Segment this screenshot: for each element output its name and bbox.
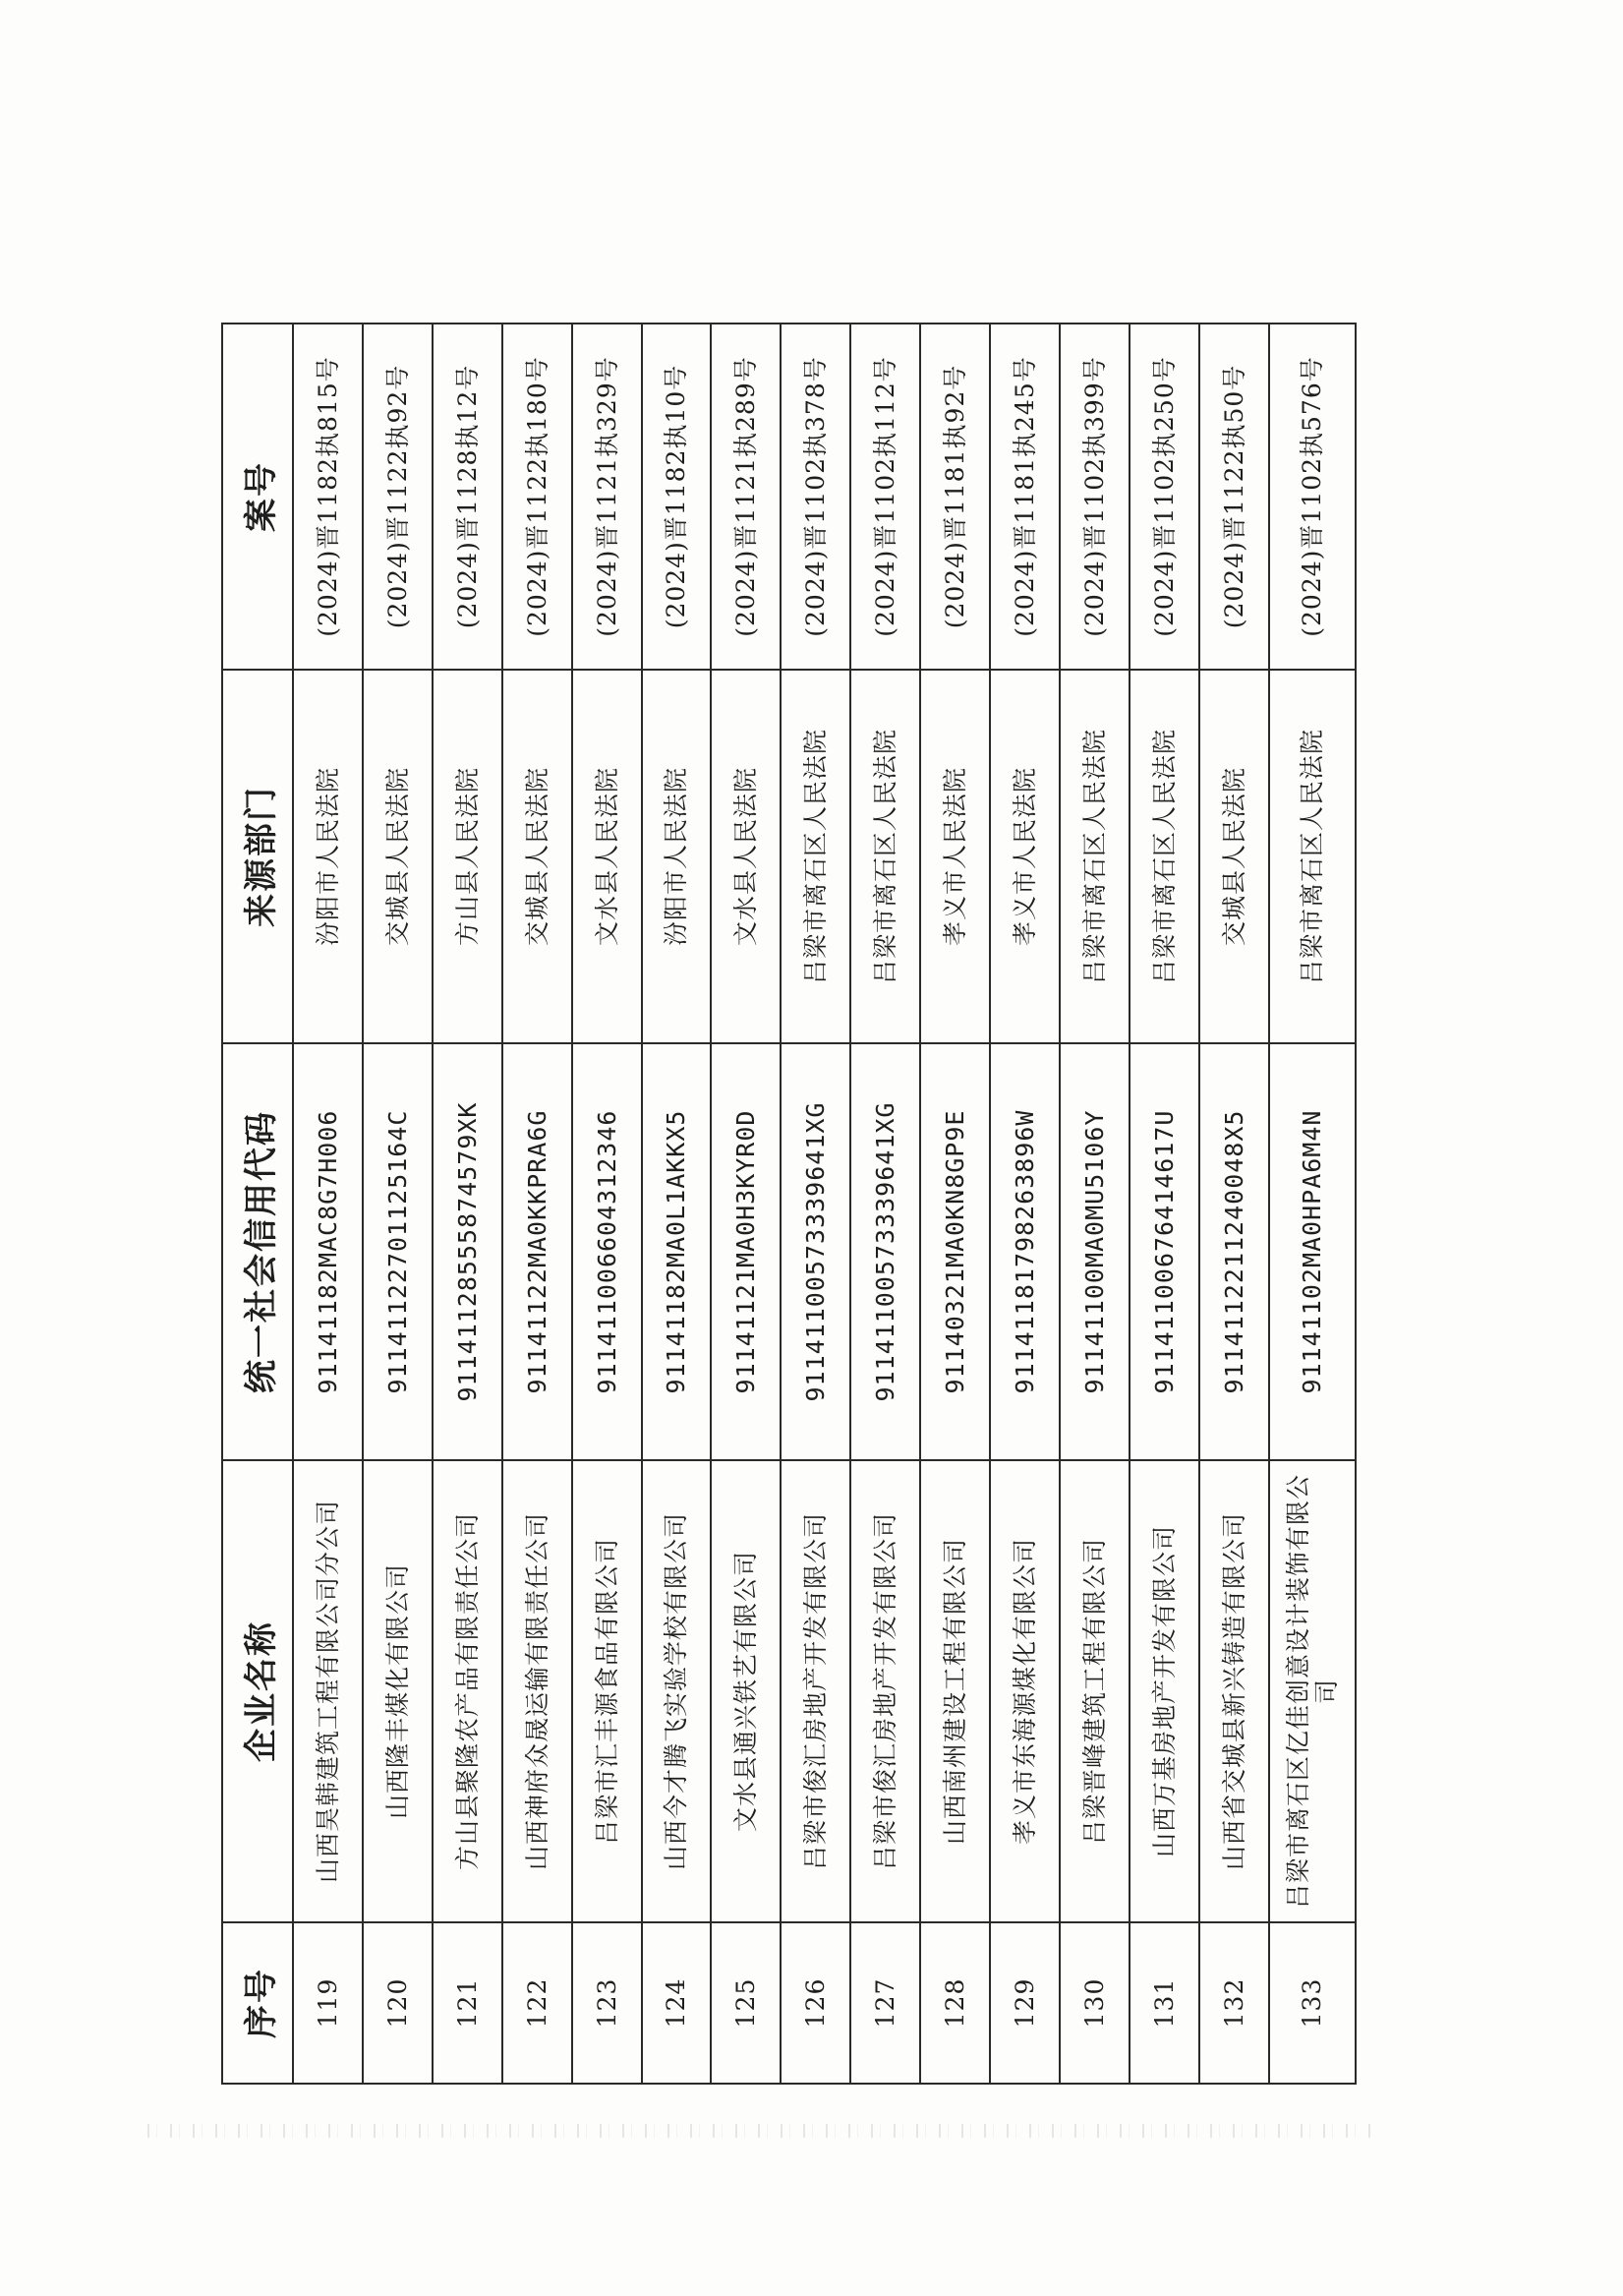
cell-source-dept: 孝义市人民法院 [990, 670, 1060, 1043]
cell-company-name: 吕梁市汇丰源食品有限公司 [572, 1460, 642, 1922]
cell-case-number: (2024)晋1121执329号 [572, 324, 642, 670]
cell-case-number: (2024)晋1102执576号 [1269, 324, 1356, 670]
table-row [502, 324, 572, 2084]
cell-seq: 126 [781, 1922, 850, 2084]
table-row [990, 324, 1060, 2084]
cell-credit-code: 91141128555874579XK [433, 1043, 502, 1460]
cell-credit-code: 91141100MA0MU5106Y [1060, 1043, 1130, 1460]
cell-seq: 122 [502, 1922, 572, 2084]
enterprise-table [221, 323, 1357, 2085]
cell-source-dept: 文水县人民法院 [572, 670, 642, 1043]
table-row [920, 324, 990, 2084]
cell-seq: 128 [920, 1922, 990, 2084]
cell-company-name: 吕梁市俊汇房地产开发有限公司 [781, 1460, 850, 1922]
cell-source-dept: 汾阳市人民法院 [642, 670, 712, 1043]
cell-source-dept: 吕梁市离石区人民法院 [1130, 670, 1199, 1043]
cell-seq: 133 [1269, 1922, 1356, 2084]
cell-company-name: 吕梁晋峰建筑工程有限公司 [1060, 1460, 1130, 1922]
cell-company-name: 山西神府众晟运输有限责任公司 [502, 1460, 572, 1922]
cell-source-dept: 交城县人民法院 [363, 670, 433, 1043]
cell-seq: 120 [363, 1922, 433, 2084]
cell-seq: 130 [1060, 1922, 1130, 2084]
table-row [363, 324, 433, 2084]
cell-case-number: (2024)晋1122执50号 [1199, 324, 1269, 670]
cell-company-name: 文水县通兴铁艺有限公司 [711, 1460, 781, 1922]
table-body [293, 324, 1356, 2084]
cell-source-dept: 文水县人民法院 [711, 670, 781, 1043]
table-row [293, 324, 363, 2084]
cell-case-number: (2024)晋1182执10号 [642, 324, 712, 670]
cell-credit-code: 91141122MA0KKPRA6G [502, 1043, 572, 1460]
scan-edge-noise [147, 2124, 1376, 2138]
cell-credit-code: 91141181798263896W [990, 1043, 1060, 1460]
cell-seq: 129 [990, 1922, 1060, 2084]
cell-source-dept: 吕梁市离石区人民法院 [850, 670, 920, 1043]
header-code: 统一社会信用代码 [222, 1043, 293, 1460]
cell-credit-code: 91141182MAC8G7H006 [293, 1043, 363, 1460]
cell-source-dept: 吕梁市离石区人民法院 [1060, 670, 1130, 1043]
cell-case-number: (2024)晋1128执12号 [433, 324, 502, 670]
cell-company-name: 山西今才腾飞实验学校有限公司 [642, 1460, 712, 1922]
cell-company-name: 吕梁市离石区亿佳创意设计装饰有限公司 [1269, 1460, 1356, 1922]
table-row [433, 324, 502, 2084]
cell-source-dept: 汾阳市人民法院 [293, 670, 363, 1043]
cell-seq: 124 [642, 1922, 712, 2084]
cell-credit-code: 91141122112400​48X5 [1199, 1043, 1269, 1460]
cell-seq: 131 [1130, 1922, 1199, 2084]
cell-seq: 121 [433, 1922, 502, 2084]
cell-source-dept: 交城县人民法院 [502, 670, 572, 1043]
cell-company-name: 山西隆丰煤化有限公司 [363, 1460, 433, 1922]
cell-case-number: (2024)晋1122执180号 [502, 324, 572, 670]
table-row [781, 324, 850, 2084]
table-row [850, 324, 920, 2084]
cell-seq: 119 [293, 1922, 363, 2084]
cell-company-name: 孝义市东海源煤化有限公司 [990, 1460, 1060, 1922]
header-seq: 序号 [222, 1922, 293, 2084]
table-row [1199, 324, 1269, 2084]
table-row [642, 324, 712, 2084]
rotated-page [221, 324, 1357, 2085]
cell-credit-code: 91141100660431​2346 [572, 1043, 642, 1460]
cell-company-name: 方山县聚隆农产品有限责任公司 [433, 1460, 502, 1922]
table-row [1130, 324, 1199, 2084]
cell-credit-code: 91141182MA0L1AKKX5 [642, 1043, 712, 1460]
cell-credit-code: 91140321MA0KN8GP9E [920, 1043, 990, 1460]
cell-source-dept: 吕梁市离石区人民法院 [781, 670, 850, 1043]
table-row [1060, 324, 1130, 2084]
header-dept: 来源部门 [222, 670, 293, 1043]
cell-source-dept: 吕梁市离石区人民法院 [1269, 670, 1356, 1043]
cell-seq: 123 [572, 1922, 642, 2084]
cell-source-dept: 孝义市人民法院 [920, 670, 990, 1043]
cell-case-number: (2024)晋1102执378号 [781, 324, 850, 670]
header-name: 企业名称 [222, 1460, 293, 1922]
cell-seq: 127 [850, 1922, 920, 2084]
cell-source-dept: 方山县人民法院 [433, 670, 502, 1043]
table-row [711, 324, 781, 2084]
cell-credit-code: 91141100573339641XG [781, 1043, 850, 1460]
table-header-row [222, 324, 293, 2084]
cell-seq: 132 [1199, 1922, 1269, 2084]
table-row [1269, 324, 1356, 2084]
cell-case-number: (2024)晋1121执289号 [711, 324, 781, 670]
cell-company-name: 山西万基房地产开发有限公司 [1130, 1460, 1199, 1922]
cell-source-dept: 交城县人民法院 [1199, 670, 1269, 1043]
cell-seq: 125 [711, 1922, 781, 2084]
cell-company-name: 山西省交城县新兴铸造有限公司 [1199, 1460, 1269, 1922]
cell-case-number: (2024)晋1181执245号 [990, 324, 1060, 670]
cell-credit-code: 91141121MA0H3KYR0D [711, 1043, 781, 1460]
cell-credit-code: 91141100573339641XG [850, 1043, 920, 1460]
cell-case-number: (2024)晋1102执250号 [1130, 324, 1199, 670]
cell-credit-code: 91141102MA0HPA6M4N [1269, 1043, 1356, 1460]
header-case: 案号 [222, 324, 293, 670]
cell-credit-code: 9114112270112516​4C [363, 1043, 433, 1460]
cell-case-number: (2024)晋1181执92号 [920, 324, 990, 670]
table-row [572, 324, 642, 2084]
cell-case-number: (2024)晋1102执399号 [1060, 324, 1130, 670]
cell-credit-code: 91141100676414617U [1130, 1043, 1199, 1460]
cell-case-number: (2024)晋1182执815号 [293, 324, 363, 670]
cell-company-name: 吕梁市俊汇房地产开发有限公司 [850, 1460, 920, 1922]
cell-case-number: (2024)晋1122执92号 [363, 324, 433, 670]
cell-case-number: (2024)晋1102执112号 [850, 324, 920, 670]
cell-company-name: 山西南州建设工程有限公司 [920, 1460, 990, 1922]
cell-company-name: 山西昊韩建筑工程有限公司分公司 [293, 1460, 363, 1922]
